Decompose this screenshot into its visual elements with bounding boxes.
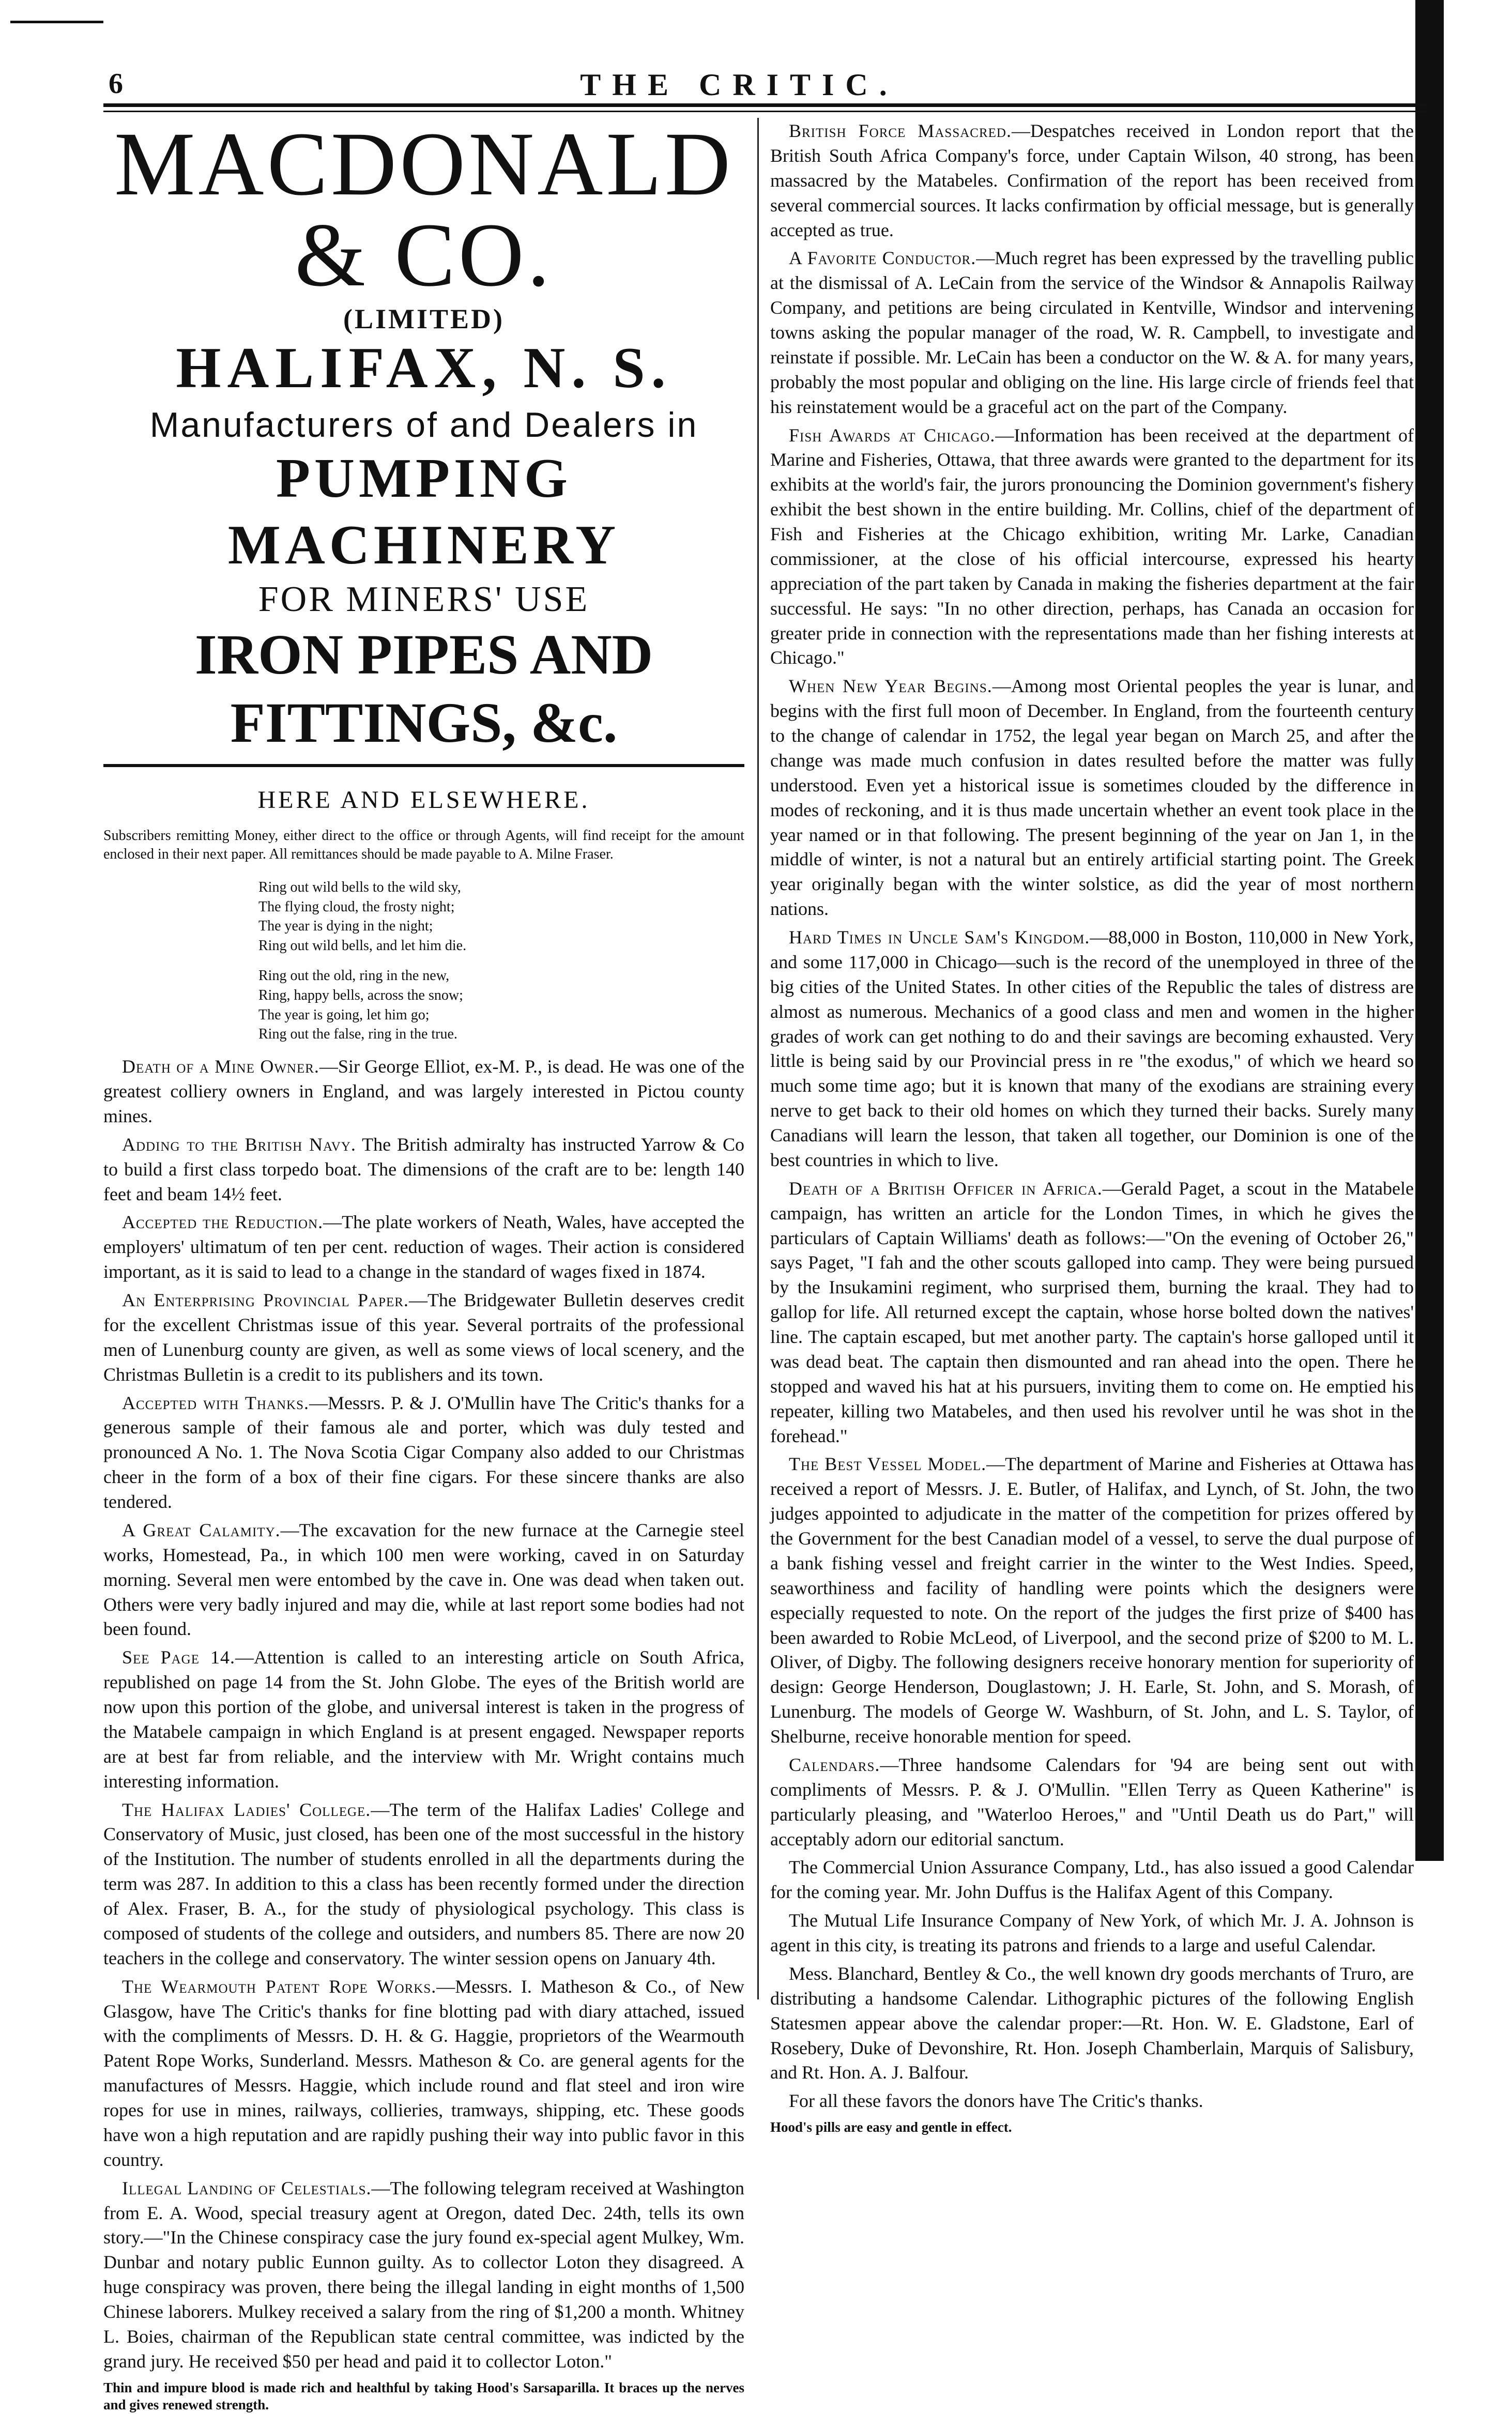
- ad-firm-name: MACDONALD & CO.: [114, 114, 734, 305]
- news-item-text: —The following telegram received at Washington from E. A. Wood, special treasury agent at Oregon, dated Dec. 24th, tells its own story.—"In the Chinese conspiracy case the jury found ex-special agent Mulkey, Wm. Dunbar and notary public Eunnon guilty. As to collector Loton they disagreed. A huge conspiracy was proven, there being the illegal landing in eight months of 1,500 Chinese laborers. Mulkey received a salary from the ring of $1,200 a month. Whitney L. Boies, chairman of the Republican state central committee, was indicted by the grand jury. He received $50 per head and paid it to collector Loton.": [103, 2177, 744, 2372]
- news-item-text: —Information has been received at the department of Marine and Fisheries, Ottawa, that three awards were granted to the department for its exhibits at the world's fair, the jurors pronouncing the Dominion government's fishery exhibit the best shown in the entire building. Mr. Collins, chief of the department of Fish and Fisheries at the Chicago exhibition, writing Mr. Larke, Canadian commissioner, at the close of his official intercourse, expressed his hearty appreciation of the part taken by Canada in making the fisheries department at the fair successful. He says: "In no other direction, perhaps, has Canada an occasion for greater pride in connection with the representations made than her fishing interests at Chicago.": [770, 424, 1414, 668]
- news-item-text: —Among most Oriental peoples the year is lunar, and begins with the first full moon of December. In England, from the fourteenth century to the change of calendar in 1752, the legal year began on March 25, and after the change was made much confusion in dates resulted before the matter was fully understood. Even yet a historical issue is sometimes clouded by the difference in modes of reckoning, and it is thus made uncertain whether an event took place in the year named or in that following. The present beginning of the year on Jan 1, in the middle of winter, is not a natural but an entirely artificial starting point. The Greek year originally began with the winter solstice, as did the year of most northern nations.: [770, 676, 1414, 920]
- news-item-text: —The department of Marine and Fisheries at Ottawa has received a report of Messrs. J. E. Butler, of Halifax, and Lynch, of St. John, the two judges appointed to adjudicate in the matter of the competition for prizes offered by the Government for the best Canadian model of a vessel, to serve the dual purpose of a bank fishing vessel and freight carrier in the winter to the West Indies. Speed, seaworthiness and facility of handling were points which the designers were especially requested to note. On the report of the judges the first prize of $400 has been awarded to Robie McLeod, of Liverpool, and the second prize of $200 to M. L. Oliver, of Digby. The following designers receive honorary mention for superiority of design: George Henderson, Douglastown; J. H. Earle, St. John, and S. Morash, of Lunenburg. The models of George W. Washburn, of St. John, and L. S. Taylor, of Shelburne, receive honorable mention for speed.: [770, 1454, 1414, 1747]
- ad-limited: (LIMITED): [343, 303, 505, 334]
- header-rule-thin: [103, 111, 1427, 112]
- news-item: [103, 1133, 744, 1207]
- edge-rule: [10, 21, 103, 23]
- subscriber-notice: Subscribers remitting Money, either direct to the office or through Agents, will find receipt for the amount enclosed in their next paper. All remittances should be made payable to A. Milne Fraser.: [103, 827, 744, 863]
- news-item: [770, 1452, 1414, 1749]
- news-item: [103, 1518, 744, 1642]
- news-item-text: —The term of the Halifax Ladies' College and Conservatory of Music, just closed, has been one of the most successful in the history of the Institution. The number of students enrolled in all the departments during the term was 287. In addition to this a class has been recently formed under the direction of Alex. Fraser, B. A., for the study of physiological psychology. This class is composed of students of the college and outsiders, and numbers 85. There are now 20 teachers in the college and conservatory. The winter session opens on January 4th.: [103, 1799, 744, 1968]
- news-item-heading: The Wearmouth Patent Rope Works.: [122, 1976, 437, 1997]
- right-column: [770, 119, 1414, 2136]
- binding-shadow: [1415, 0, 1444, 1861]
- ad-city: HALIFAX, N. S.: [176, 336, 672, 400]
- ad-rule: [103, 764, 744, 767]
- left-footnote: Thin and impure blood is made rich and healthful by taking Hood's Sarsaparilla. It braces up the nerves and gives renewed strength.: [103, 2379, 744, 2413]
- news-item: [103, 1645, 744, 1794]
- news-item-heading: Hard Times in Uncle Sam's Kingdom.: [789, 927, 1090, 948]
- news-item: [770, 119, 1414, 242]
- poem-stanza: Ring out the old, ring in the new, Ring, happy bells, across the snow; The year is going, let him go; Ring out the false, ring in the true.: [258, 967, 463, 1043]
- news-item: [103, 1798, 744, 1971]
- right-footnote: Hood's pills are easy and gentle in effect.: [770, 2119, 1012, 2135]
- news-item-heading: A Favorite Conductor.: [789, 248, 976, 269]
- news-item-heading: The Halifax Ladies' College.: [122, 1799, 371, 1820]
- news-item-text: —The plate workers of Neath, Wales, have accepted the employers' ultimatum of ten per cent. reduction of wages. Their action is considered important, as it is said to lead to a change in the standard of wages fixed in 1874.: [103, 1212, 744, 1282]
- news-item: [770, 674, 1414, 922]
- news-item: [770, 1908, 1414, 1958]
- news-item: [103, 1055, 744, 1129]
- news-item: [103, 2176, 744, 2374]
- left-news-items: [103, 1055, 744, 2374]
- news-item-heading: Illegal Landing of Celestials.: [122, 2177, 372, 2198]
- news-item: [103, 1975, 744, 2173]
- left-column: [103, 114, 745, 2414]
- news-item-text: —Messrs. I. Matheson & Co., of New Glasgow, have The Critic's thanks for fine blotting pad with diary attached, issued with the compliments of Messrs. D. H. & G. Haggie, proprietors of the Wearmouth Patent Rope Works, Sunderland. Messrs. Matheson & Co. are general agents for the manufactures of Messrs. Haggie, which include round and flat steel and iron wire ropes for use in mines, railways, collieries, tramways, shipping, etc. These goods have won a high reputation and are rapidly pushing their way into public favor in this country.: [103, 1976, 745, 2170]
- news-item: [103, 1210, 744, 1285]
- right-news-items: [770, 119, 1414, 2114]
- news-item-heading: Death of a Mine Owner.: [122, 1056, 319, 1077]
- news-item: [770, 1962, 1414, 2085]
- advertisement: [103, 114, 744, 767]
- poem-stanza: Ring out wild bells to the wild sky, The flying cloud, the frosty night; The year is dying in the night; Ring out wild bells, and let him die.: [258, 879, 467, 954]
- news-item-text: —The excavation for the new furnace at the Carnegie steel works, Homestead, Pa., in which 100 men were working, caved in on Saturday morning. Several men were entombed by the cave in. One was dead when taken out. Others were very badly injured and may die, while at last report some bodies had not been found.: [103, 1519, 744, 1640]
- masthead: THE CRITIC.: [580, 68, 898, 102]
- news-item: [770, 246, 1414, 419]
- header-rule-thick: [103, 103, 1427, 107]
- news-item-heading: Fish Awards at Chicago.: [789, 424, 996, 446]
- news-item-heading: An Enterprising Provincial Paper.: [122, 1290, 409, 1311]
- news-item-heading: Accepted with Thanks.: [122, 1392, 309, 1413]
- news-item-text: —The Bridgewater Bulletin deserves credit for the excellent Christmas issue of this year. Several portraits of the professional men of Lunenburg county are given, as well as some views of local scenery, and the Christmas Bulletin is a credit to its publishers and its town.: [103, 1290, 744, 1385]
- news-item-heading: Accepted the Reduction.: [122, 1212, 324, 1233]
- news-item-heading: British Force Massacred.: [789, 120, 1012, 141]
- news-item-heading: Adding to the British Navy.: [122, 1134, 356, 1155]
- news-item: [770, 1177, 1414, 1449]
- news-item-text: —Three handsome Calendars for '94 are being sent out with compliments of Messrs. P. & J. O'Mullin. "Ellen Terry as Queen Katherine" is particularly pleasing, and "Waterloo Heroes," and "Until Death us do Part," will acceptably adorn our editorial sanctum.: [770, 1754, 1414, 1850]
- news-item-text: —Attention is called to an interesting article on South Africa, republished on page 14 from the St. John Globe. The eyes of the British world are now upon this portion of the globe, and universal interest is taken in the progress of the Matabele campaign in which England is at present engaged. Newspaper reports are at best far from reliable, and the interview with Mr. Wright contains much interesting information.: [103, 1647, 744, 1792]
- news-item: [103, 1288, 744, 1387]
- news-item-heading: A Great Calamity.: [122, 1519, 281, 1540]
- news-item-heading: See Page 14.: [122, 1647, 236, 1668]
- news-item-text: —Messrs. P. & J. O'Mullin have The Critic's thanks for a generous sample of their famous ale and porter, which was duly tested and pronounced A No. 1. The Nova Scotia Cigar Company also added to our Christmas cheer in the form of a box of their fine cigars. For these sincere thanks are also tendered.: [103, 1392, 745, 1512]
- news-item: [770, 423, 1414, 671]
- column-divider: [757, 118, 759, 1999]
- ad-pumping-machinery: PUMPING MACHINERY: [227, 447, 620, 576]
- news-item-text: For all these favors the donors have The Critic's thanks.: [789, 2090, 1203, 2112]
- ad-iron-pipes: IRON PIPES AND FITTINGS, &c.: [194, 622, 653, 754]
- news-item-text: The Mutual Life Insurance Company of New York, of which Mr. J. A. Johnson is agent in this city, is treating its patrons and friends to a large and useful Calendar.: [770, 1910, 1414, 1955]
- news-item-text: The Commercial Union Assurance Company, Ltd., has also issued a good Calendar for the coming year. Mr. John Duffus is the Halifax Agent of this Company.: [770, 1857, 1414, 1903]
- poem: [258, 878, 744, 1044]
- news-item: [770, 2089, 1414, 2114]
- news-item-text: —Much regret has been expressed by the travelling public at the dismissal of A. LeCain from the service of the Windsor & Annapolis Railway Company, and petitions are being circulated in Kentville, Windsor and intervening towns asking the popular manager of the road, W. R. Campbell, to investigate and reinstate if possible. Mr. LeCain has been a conductor on the W. & A. for many years, probably the most popular and obliging on the line. His large circle of friends feel that his reinstatement would be a graceful act on the part of the Company.: [770, 248, 1414, 417]
- news-item-heading: The Best Vessel Model.: [789, 1454, 987, 1475]
- news-item: [770, 1855, 1414, 1905]
- ad-manufacturers: Manufacturers of and Dealers in: [149, 405, 698, 445]
- news-item-text: —Despatches received in London report that the British South Africa Company's force, under Captain Wilson, 40 strong, has been massacred by the Matabeles. Confirmation of the report has been received from several commercial sources. It lacks confirmation by official message, but is generally accepted as true.: [770, 120, 1414, 240]
- news-item-heading: Death of a British Officer in Africa.: [789, 1178, 1103, 1199]
- ad-miners-use: FOR MINERS' USE: [258, 579, 590, 619]
- news-item-text: Mess. Blanchard, Bentley & Co., the well known dry goods merchants of Truro, are distributing a handsome Calendar. Lithographic pictures of the following English Statesmen appear above the calendar proper:—Rt. Hon. W. E. Gladstone, Earl of Rosebery, Duke of Devonshire, Rt. Hon. Joseph Chamberlain, Marquis of Salisbury, and Rt. Hon. A. J. Balfour.: [770, 1963, 1414, 2083]
- news-item: [103, 1391, 744, 1515]
- page-header: [78, 67, 1401, 103]
- news-item-text: —88,000 in Boston, 110,000 in New York, and some 117,000 in Chicago—such is the record of the unemployed in three of the big cities of the United States. In other cities of the Republic the tales of distress are almost as numerous. Mechanics of a good class and men and women in the higher grades of work can get nothing to do and their savings are becoming exhausted. Very little is being said by our Provincial press in re "the exodus," of which we heard so much some time ago; but it is known that many of the exodians are straining every nerve to get back to their old homes on which they turned their backs. Surely many Canadians will learn the lesson, that taken all together, our Dominion is one of the best countries in which to live.: [770, 927, 1414, 1170]
- section-title: HERE AND ELSEWHERE.: [257, 786, 590, 814]
- news-item-heading: Calendars.: [789, 1754, 880, 1775]
- news-item-text: The British admiralty has instructed Yarrow & Co to build a first class torpedo boat. The dimensions of the craft are to be: length 140 feet and beam 14½ feet.: [103, 1134, 744, 1204]
- news-item-text: —Sir George Elliot, ex-M. P., is dead. He was one of the greatest colliery owners in England, and was largely interested in Pictou county mines.: [103, 1056, 744, 1126]
- page-number: 6: [109, 68, 123, 100]
- news-item: [770, 925, 1414, 1173]
- news-item-heading: When New Year Begins.: [789, 676, 992, 697]
- news-item-text: —Gerald Paget, a scout in the Matabele campaign, has written an article for the London Times, in which he gives the particulars of Captain Williams' death as follows:—"On the evening of October 26," says Paget, "I fah and the other scouts galloped into camp. They were being pursued by the Insukamini regiment, who surprised them, burning the kraal. They had to gallop for life. All returned except the captain, whose horse bolted down the natives' line. The captain escaped, but met another party. The captain's horse galloped until it was dead beat. The captain then dismounted and ran ahead into the open. There he stopped and waved his hat at his pursuers, inviting them to come on. He emptied his repeater, killing two Matabeles, and then used his revolver until he was shot in the forehead.": [770, 1178, 1414, 1446]
- news-item: [770, 1753, 1414, 1852]
